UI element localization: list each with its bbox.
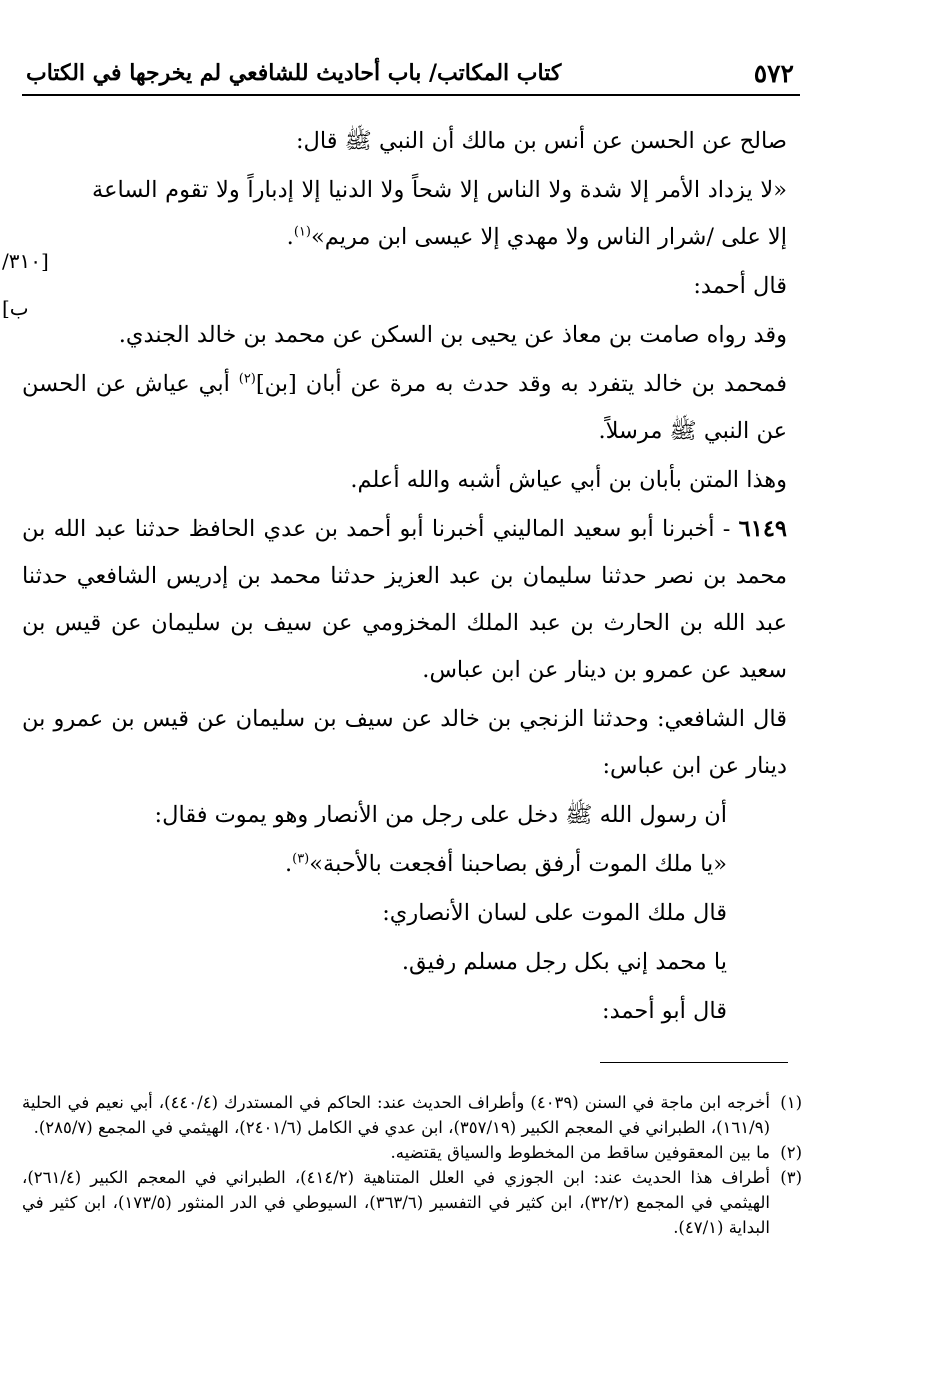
footnote-ref: (٢) xyxy=(238,371,256,387)
paragraph: أن رسول الله ﷺ دخل على رجل من الأنصار وهو يموت فقال: xyxy=(154,802,727,828)
footnotes xyxy=(22,1090,802,1240)
footnote-ref: (٣) xyxy=(292,851,310,867)
footnote xyxy=(22,1165,802,1240)
paragraph: وهذا المتن بأبان بن أبي عياش أشبه والله أعلم. xyxy=(350,467,787,493)
footnote xyxy=(22,1140,802,1165)
manuscript-folio-note: [٣١٠/ ب] xyxy=(2,249,49,320)
paragraph: قال ملك الموت على لسان الأنصاري: xyxy=(382,900,727,926)
paragraph: «لا يزداد الأمر إلا شدة ولا الناس إلا شحاً ولا الدنيا إلا إدباراً ولا تقوم الساعة إلا على /شرار الناس ولا مهدي إلا عيسى ابن مريم»$^{(١)}$. xyxy=(92,177,787,250)
footnote-text: أطراف هذا الحديث عند: ابن الجوزي في العلل المتناهية (٤١٤/٢)، الطبراني في المعجم الكبير (٢٦١/٤)، الهيثمي في المجمع (٣٢/٢)، ابن كثير في التفسير (٣٦٣/٦)، السيوطي في الدر المنثور (١٧٣/٥)، ابن كثير في البداية (٤٧/١). xyxy=(22,1168,770,1237)
running-title: كتاب المكاتب/ باب أحاديث للشافعي لم يخرجها في الكتاب xyxy=(26,60,562,86)
footnote-text: ما بين المعقوفين ساقط من المخطوط والسياق يقتضيه. xyxy=(390,1143,770,1162)
footnote-text: أخرجه ابن ماجة في السنن (٤٠٣٩) وأطراف الحديث عند: الحاكم في المستدرك (٤٤٠/٤)، أبي نعيم في الحلية (١٦١/٩)، الطبراني في المعجم الكبير (٣٥٧/١٩)، ابن عدي في الكامل (٢٤٠١/٦)، الهيثمي في المجمع (٢٨٥/٧). xyxy=(22,1093,771,1137)
footnote-ref: (١) xyxy=(293,224,311,240)
paragraph: يا محمد إني بكل رجل مسلم رفيق. xyxy=(401,949,727,975)
main-text xyxy=(22,118,787,1037)
footnote-marker: (٣) xyxy=(780,1168,802,1187)
paragraph: صالح عن الحسن عن أنس بن مالك أن النبي ﷺ قال: xyxy=(295,128,787,154)
page-header xyxy=(22,48,800,96)
paragraph: «يا ملك الموت أرفق بصاحبنا أفجعت بالأحبة»$^{(٣)}$. xyxy=(284,851,727,877)
footnote-separator xyxy=(600,1062,788,1063)
paragraph: قال الشافعي: وحدثنا الزنجي بن خالد عن سيف بن سليمان عن قيس بن عمرو بن دينار عن ابن عباس: xyxy=(22,706,787,779)
paragraph: وقد رواه صامت بن معاذ عن يحيى بن السكن عن محمد بن خالد الجندي. xyxy=(118,322,787,348)
footnote xyxy=(22,1090,802,1140)
paragraph: قال أحمد: xyxy=(693,273,787,299)
paragraph: ٦١٤٩ - أخبرنا أبو سعيد الماليني أخبرنا أبو أحمد بن عدي الحافظ حدثنا عبد الله بن محمد بن نصر حدثنا سليمان بن عبد العزيز حدثنا محمد بن إدريس الشافعي حدثنا عبد الله بن الحارث بن عبد الملك المخزومي عن سيف بن سليمان عن قيس بن سعيد عن عمرو بن دينار عن ابن عباس. xyxy=(22,516,787,683)
paragraph: فمحمد بن خالد يتفرد به وقد حدث به مرة عن أبان [بن]$^{(٢)}$ أبي عياش عن الحسن عن النبي ﷺ مرسلاً. xyxy=(22,371,787,444)
footnote-marker: (١) xyxy=(780,1093,802,1112)
paragraph: قال أبو أحمد: xyxy=(602,998,727,1024)
hadith-number: ٦١٤٩ xyxy=(738,516,787,542)
footnote-marker: (٢) xyxy=(780,1143,802,1162)
page-number: ٥٧٢ xyxy=(753,59,794,88)
